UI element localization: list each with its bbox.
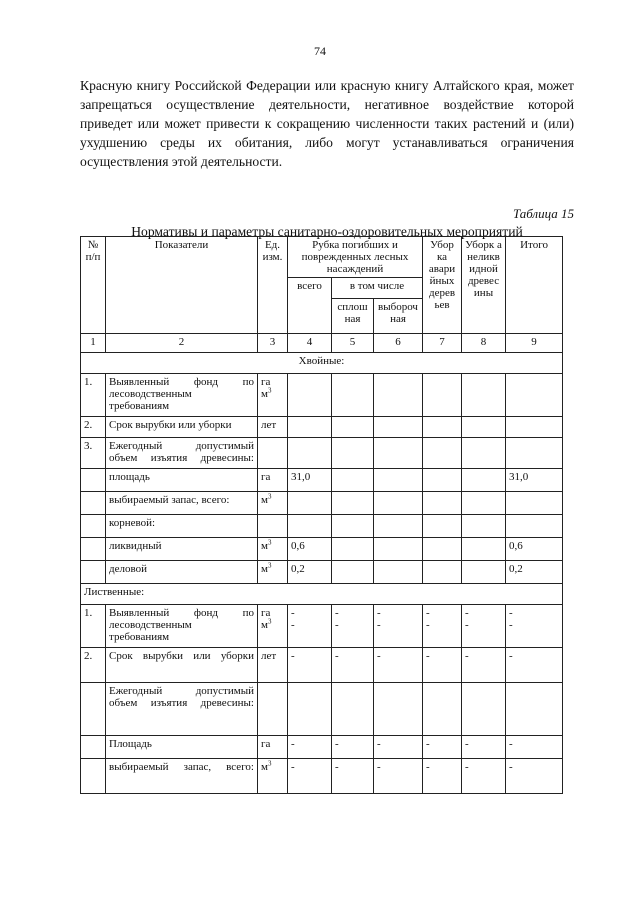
row-unit: га $м^3$ <box>258 374 288 417</box>
column-number-row <box>81 334 563 353</box>
col-number: 3 <box>258 334 288 353</box>
section-title-deciduous: Лиственные: <box>81 584 563 605</box>
value-itogo: 31,0 <box>506 469 563 492</box>
dash-cell: - - <box>288 605 332 648</box>
dash-cell: - <box>423 648 462 683</box>
row-num: 1. <box>81 605 106 648</box>
header-total: Итого <box>506 237 563 334</box>
dash-cell: - <box>462 648 506 683</box>
value-itogo: 0,2 <box>506 561 563 584</box>
dash-cell: - <box>374 736 423 759</box>
section-row-conifer <box>81 353 563 374</box>
dash-cell: - <box>506 736 563 759</box>
dash-cell: - - <box>423 605 462 648</box>
header-including: в том числе <box>332 278 423 299</box>
row-unit: га $м^3$ <box>258 605 288 648</box>
value-total: 31,0 <box>288 469 332 492</box>
header-row-1 <box>81 237 563 278</box>
header-num: № п/п <box>81 237 106 334</box>
value-total: 0,2 <box>288 561 332 584</box>
dash-cell: - <box>423 759 462 794</box>
row-unit: $м^3$ <box>258 538 288 561</box>
row-label: ликвидный <box>106 538 258 561</box>
section-row-deciduous <box>81 584 563 605</box>
table-row <box>81 515 563 538</box>
col-number: 6 <box>374 334 423 353</box>
row-label: Выявленный фонд по лесоводственным требованиям <box>106 605 258 648</box>
header-total-all: всего <box>288 278 332 334</box>
row-label: деловой <box>106 561 258 584</box>
row-label: площадь <box>106 469 258 492</box>
row-label: выбираемый запас, всего: <box>106 759 258 794</box>
dash-cell: - <box>332 648 374 683</box>
col-number: 5 <box>332 334 374 353</box>
row-num: 1. <box>81 374 106 417</box>
row-label: корневой: <box>106 515 258 538</box>
dash-cell: - <box>288 736 332 759</box>
intro-paragraph: Красную книгу Российской Федерации или красную книгу Алтайского края, может запрещаться осуществление деятельности, негативное воздействие которой приведет или может привести к сокращению численности таких растений и (или) ухудшению среды их обитания, либо могут устанавливаться ограничения осуществления этой деятельности. <box>80 78 574 169</box>
col-number: 9 <box>506 334 563 353</box>
table-row <box>81 605 563 648</box>
row-unit: $м^3$ <box>258 561 288 584</box>
dash-cell: - <box>506 759 563 794</box>
value-total: 0,6 <box>288 538 332 561</box>
header-felling: Рубка погибших и поврежденных лесных насаждений <box>288 237 423 278</box>
row-unit: га <box>258 469 288 492</box>
row-unit: лет <box>258 417 288 438</box>
dash-cell: - <box>332 736 374 759</box>
col-number: 1 <box>81 334 106 353</box>
dash-cell: - <box>506 648 563 683</box>
dash-cell: - <box>374 648 423 683</box>
header-indicator: Показатели <box>106 237 258 334</box>
table-row <box>81 736 563 759</box>
header-emergency: Убор ка авари йных дерев ьев <box>423 237 462 334</box>
value-itogo: 0,6 <box>506 538 563 561</box>
table-row <box>81 538 563 561</box>
dash-cell: - <box>288 759 332 794</box>
col-number: 2 <box>106 334 258 353</box>
table-caption: Таблица 15 <box>512 206 574 221</box>
row-label: Срок вырубки или уборки <box>106 417 258 438</box>
col-number: 4 <box>288 334 332 353</box>
table-row <box>81 469 563 492</box>
col-number: 7 <box>423 334 462 353</box>
row-unit: $м^3$ <box>258 759 288 794</box>
dash-cell: - <box>462 759 506 794</box>
header-selective: выбороч ная <box>374 299 423 334</box>
dash-cell: - <box>423 736 462 759</box>
table-row <box>81 374 563 417</box>
row-num: 3. <box>81 438 106 469</box>
dash-cell: - - <box>374 605 423 648</box>
row-num: 2. <box>81 648 106 683</box>
dash-cell: - - <box>506 605 563 648</box>
table-row <box>81 492 563 515</box>
page-number: 74 <box>314 44 326 58</box>
row-unit: лет <box>258 648 288 683</box>
dash-cell: - <box>332 759 374 794</box>
row-unit: га <box>258 736 288 759</box>
header-clear: сплош ная <box>332 299 374 334</box>
table-row <box>81 759 563 794</box>
table-title: Нормативы и параметры санитарно-оздоровительных мероприятий <box>131 224 523 239</box>
header-illiquid: Уборк а неликв идной древес ины <box>462 237 506 334</box>
row-num: 2. <box>81 417 106 438</box>
table-row <box>81 648 563 683</box>
table-row <box>81 438 563 469</box>
norms-table <box>80 236 563 794</box>
row-unit: $м^3$ <box>258 492 288 515</box>
table-row <box>81 417 563 438</box>
row-label: Ежегодный допустимый объем изъятия древесины: <box>106 438 258 469</box>
dash-cell: - <box>462 736 506 759</box>
section-title-conifer: Хвойные: <box>81 353 563 374</box>
row-label: Выявленный фонд по лесоводственным требованиям <box>106 374 258 417</box>
table-row <box>81 561 563 584</box>
row-label: Площадь <box>106 736 258 759</box>
dash-cell: - <box>288 648 332 683</box>
col-number: 8 <box>462 334 506 353</box>
row-label: выбираемый запас, всего: <box>106 492 258 515</box>
dash-cell: - - <box>462 605 506 648</box>
dash-cell: - <box>374 759 423 794</box>
table-row <box>81 683 563 736</box>
row-label: Срок вырубки или уборки <box>106 648 258 683</box>
row-label: Ежегодный допустимый объем изъятия древесины: <box>106 683 258 736</box>
dash-cell: - - <box>332 605 374 648</box>
header-unit: Ед. изм. <box>258 237 288 334</box>
